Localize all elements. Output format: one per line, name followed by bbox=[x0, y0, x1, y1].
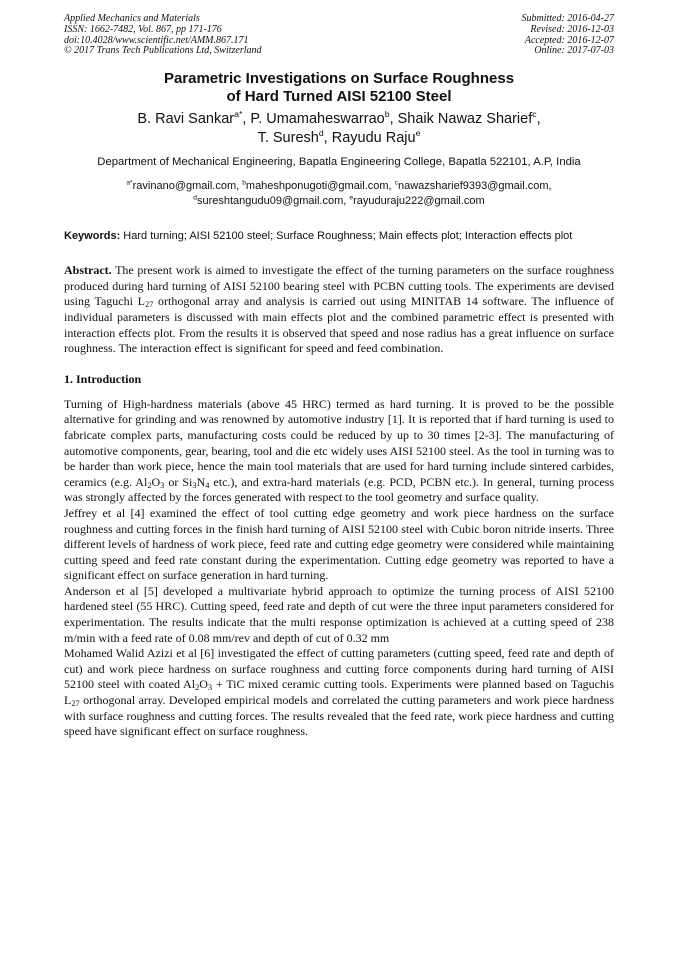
email-mark: d bbox=[193, 194, 197, 202]
subscript: 2 bbox=[147, 480, 152, 490]
paragraph-text: Mohamed Walid Azizi et al [6] investigated the effect of cutting parameters (cutting speed, feed rate and depth of cut) and work piece hardness on surface roughness and cutting force components during hard turning of AISI 52100 steel with coated Al bbox=[64, 646, 614, 692]
paragraph-text: Turning of High-hardness materials (above 45 HRC) termed as hard turning. It is proved to be the possible alternative for grinding and was renowned by automotive industry [1]. It is reported that if hard turning is used to fabricate complex parts, manufacturing costs could be reduced by up to 30 times [2-3]. The manufacturing of automotive components, gear, bearing, tool and die etc widely uses AISI 52100 steel. As the tool in turning was to be harder than work piece, hence the main tool materials that are used for hard turning include sintered carbides, ceramics (e.g. Al bbox=[64, 396, 614, 489]
author-emails bbox=[64, 179, 614, 208]
email-line-2 bbox=[64, 194, 614, 209]
intro-paragraph-1 bbox=[64, 397, 614, 506]
email-link[interactable]: maheshponugoti@gmail.com, bbox=[245, 180, 395, 193]
paragraph-text: etc.), and extra-hard materials (e.g. PCD, PCBN etc.). In general, turning process was strongly affected by the forces generated with respect to the tool geometry and surface quality. bbox=[64, 474, 614, 505]
journal-header bbox=[64, 14, 614, 57]
subscript: 2 bbox=[195, 683, 200, 693]
author-mark: d bbox=[318, 128, 324, 139]
paper-title bbox=[64, 70, 614, 106]
intro-paragraph-2: Jeffrey et al [4] examined the effect of tool cutting edge geometry and work piece hardness on the surface roughness and cutting forces in the finish hard turning of AISI 52100 steel with Cubic boron nitride inserts. Three different levels of hardness of work piece, feed rate and cutting edge geometry were considered while maintaining cutting speed and feed rate constant during the experimentation. Cutting edge geometry was reported to have a significant effect on surface generation in hard turning. bbox=[64, 505, 614, 583]
author-sep: , bbox=[389, 111, 398, 128]
keywords-text: Hard turning; AISI 52100 steel; Surface Roughness; Main effects plot; Interaction effects plot bbox=[120, 230, 573, 243]
subscript: 4 bbox=[205, 480, 210, 490]
journal-name: Applied Mechanics and Materials bbox=[64, 13, 200, 24]
subscript: 27 bbox=[144, 300, 154, 310]
author-sep: , bbox=[323, 130, 332, 147]
paragraph-text: + TiC mixed ceramic cutting tools. Experiments were planned based on Taguchis L bbox=[64, 677, 614, 708]
date-accepted: Accepted: 2016-12-07 bbox=[524, 34, 614, 46]
author-line-1 bbox=[64, 110, 614, 129]
email-link[interactable]: sureshtangudu09@gmail.com, bbox=[196, 194, 350, 207]
author-list bbox=[64, 110, 614, 148]
abstract-label: Abstract. bbox=[64, 263, 112, 278]
paragraph-text: O bbox=[151, 474, 161, 489]
email-link[interactable]: ravinano@gmail.com, bbox=[132, 180, 243, 193]
journal-issn: ISSN: 1662-7482, Vol. 867, pp 171-176 bbox=[64, 23, 222, 35]
date-revised: Revised: 2016-12-03 bbox=[530, 23, 614, 35]
author-name: Rayudu Raju bbox=[331, 130, 416, 147]
author-mark: c bbox=[532, 109, 537, 120]
title-line-1: Parametric Investigations on Surface Roughness bbox=[163, 70, 515, 88]
keywords bbox=[64, 229, 614, 243]
journal-copyright: © 2017 Trans Tech Publications Ltd, Switzerland bbox=[64, 45, 262, 57]
author-name: B. Ravi Sankar bbox=[137, 111, 235, 128]
author-name: P. Umamaheswarrao bbox=[250, 111, 385, 128]
author-sep: , bbox=[536, 111, 541, 128]
author-mark: b bbox=[384, 109, 390, 120]
title-line-2: of Hard Turned AISI 52100 Steel bbox=[226, 88, 452, 106]
email-mark: b bbox=[242, 179, 246, 187]
email-mark: a* bbox=[126, 179, 133, 187]
paragraph-text: orthogonal array. Developed empirical models and correlated the cutting parameters and work piece hardness with surface roughness and cutting forces. The results revealed that the feed rate, work piece hardness and cutting speed have significant effect on surface roughness. bbox=[64, 693, 614, 739]
abstract bbox=[64, 263, 614, 357]
subscript: 27 bbox=[71, 699, 80, 709]
author-name: T. Suresh bbox=[257, 130, 319, 147]
paragraph-text: O bbox=[199, 677, 208, 692]
date-submitted: Submitted: 2016-04-27 bbox=[521, 13, 614, 24]
intro-paragraph-4 bbox=[64, 646, 614, 740]
subscript: 3 bbox=[192, 480, 197, 490]
author-mark: e bbox=[415, 128, 421, 139]
keywords-label: Keywords: bbox=[64, 230, 121, 243]
email-mark: e bbox=[349, 194, 354, 202]
intro-paragraph-3: Anderson et al [5] developed a multivariate hybrid approach to optimize the turning process of AISI 52100 hardened steel (55 HRC). Cutting speed, feed rate and depth of cut were the three input parameters considered for experimentation. The results indicate that the multi response optimization is achieved at a cutting speed of 238 m/min with a feed rate of 0.08 mm/rev and depth of cut of 0.32 mm bbox=[64, 583, 614, 645]
journal-info bbox=[64, 14, 262, 57]
email-line-1 bbox=[64, 179, 614, 194]
section-heading: 1. Introduction bbox=[64, 371, 142, 386]
paragraph-text: or Si bbox=[164, 474, 193, 489]
author-sep: , bbox=[242, 111, 251, 128]
date-online: Online: 2017-07-03 bbox=[534, 45, 614, 57]
email-link[interactable]: rayuduraju222@gmail.com bbox=[353, 194, 485, 207]
journal-doi: doi:10.4028/www.scientific.net/AMM.867.171 bbox=[64, 34, 249, 46]
author-mark: a* bbox=[234, 109, 243, 120]
author-name: Shaik Nawaz Sharief bbox=[397, 111, 533, 128]
email-link[interactable]: nawazsharief9393@gmail.com, bbox=[397, 180, 552, 193]
paragraph-text: N bbox=[196, 474, 206, 489]
affiliation: Department of Mechanical Engineering, Bapatla Engineering College, Bapatla 522101, A.P, India bbox=[97, 156, 581, 169]
abstract-text: orthogonal array and analysis is carried out using MINITAB 14 software. The influence of individual parameters is discussed with main effects plot and the combined parametric effect is presented with interaction effects plot. From the results it is observed that speed and nose radius has a great influence on surface roughness. The interaction effect is significant for speed and feed combination. bbox=[64, 294, 614, 356]
abstract-text: The present work is aimed to investigate the effect of the turning parameters on the surface roughness produced during hard turning of AISI 52100 bearing steel with PCBN cutting tools. The experiments are devised using Taguchi L bbox=[64, 263, 614, 309]
subscript: 3 bbox=[207, 683, 213, 693]
email-mark: c bbox=[394, 179, 398, 187]
subscript: 3 bbox=[160, 480, 165, 490]
publication-dates bbox=[522, 14, 615, 57]
author-line-2 bbox=[64, 129, 614, 148]
